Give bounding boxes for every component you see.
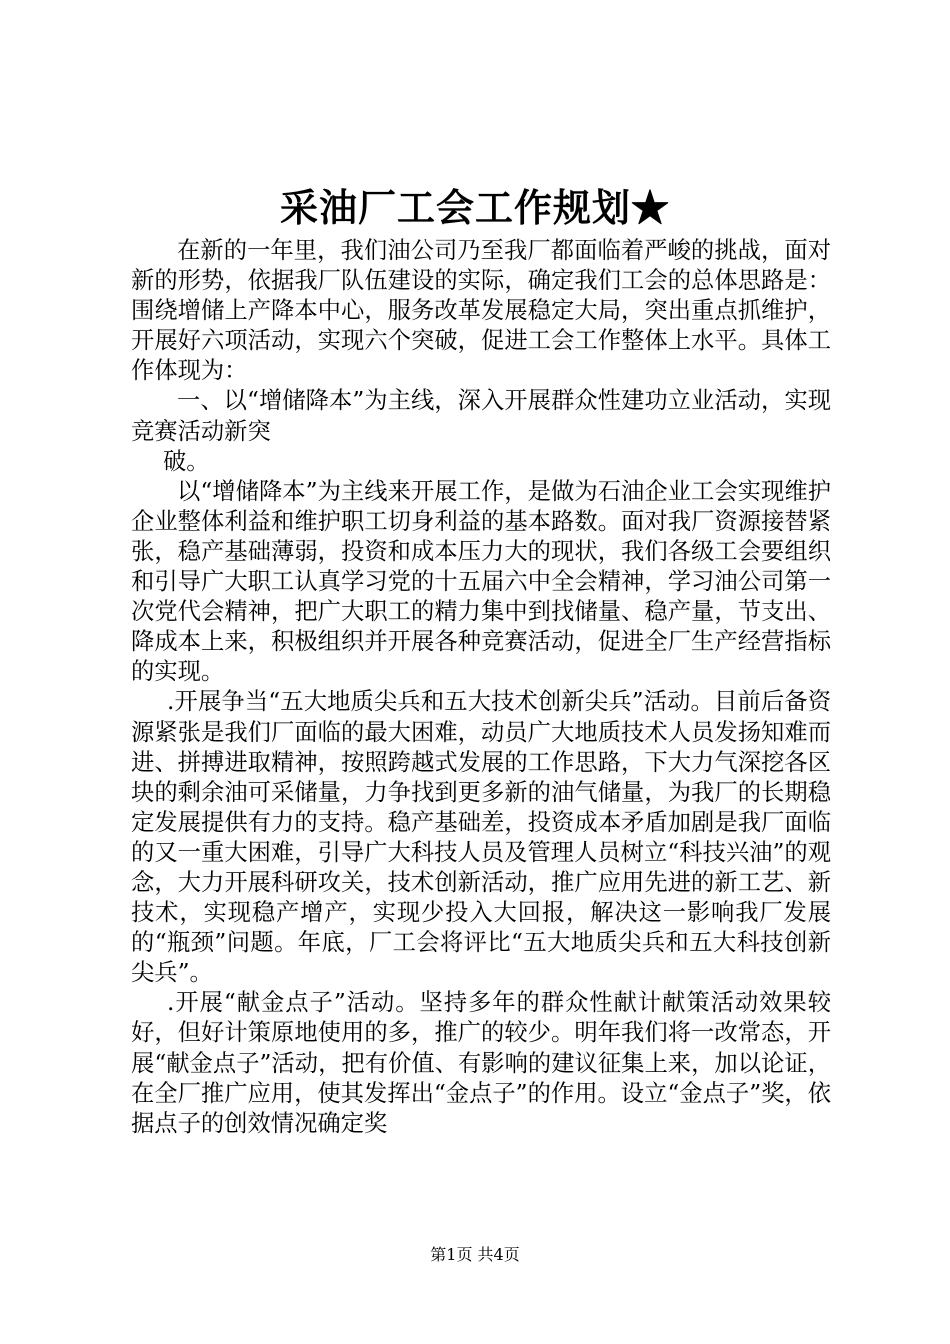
- paragraph-section-heading: 一、以“增储降本”为主线，深入开展群众性建功立业活动，实现竞赛活动新突: [131, 387, 831, 445]
- document-body: [131, 236, 831, 1139]
- paragraph-intro: 在新的一年里，我们油公司乃至我厂都面临着严峻的挑战，面对新的形势，依据我厂队伍建设的实际，确定我们工会的总体思路是：围绕增储上产降本中心，服务改革发展稳定大局，突出重点抓维护，开展好六项活动，实现六个突破，促进工会工作整体上水平。具体工作体现为：: [131, 237, 831, 385]
- document-title: 采油厂工会工作规划★: [279, 185, 670, 230]
- page-number-footer: 第1页 共4页: [430, 1245, 520, 1264]
- paragraph-main-line: 以“增储降本”为主线来开展工作，是做为石油企业工会实现维护企业整体利益和维护职工切身利益的基本路数。面对我厂资源接替紧张，稳产基础薄弱，投资和成本压力大的现状，我们各级工会要组织和引导广大职工认真学习党的十五届六中全会精神，学习油公司第一次党代会精神，把广大职工的精力集中到找储量、稳产量，节支出、降成本上来，积极组织并开展各种竞赛活动，促进全厂生产经营指标的实现。: [131, 477, 831, 686]
- paragraph-activity-pioneers: .开展争当“五大地质尖兵和五大技术创新尖兵”活动。目前后备资源紧张是我们厂面临的最大困难，动员广大地质技术人员发扬知难而进、拼搏进取精神，按照跨越式发展的工作思路，下大力气深挖各区块的剩余油可采储量，力争找到更多新的油气储量，为我厂的长期稳定发展提供有力的支持。稳产基础差，投资成本矛盾加剧是我厂面临的又一重大困难，引导广大科技人员及管理人员树立“科技兴油”的观念，大力开展科研攻关，技术创新活动，推广应用先进的新工艺、新技术，实现稳产增产，实现少投入大回报，解决这一影响我厂发展的“瓶颈”问题。年底，厂工会将评比“五大地质尖兵和五大科技创新尖兵”。: [131, 688, 831, 987]
- paragraph-section-heading-end: 破。: [163, 447, 210, 475]
- paragraph-activity-golden-ideas: .开展“献金点子”活动。坚持多年的群众性献计献策活动效果较好，但好计策原地使用的多，推广的较少。明年我们将一改常态，开展“献金点子”活动，把有价值、有影响的建议征集上来，加以论证，在全厂推广应用，使其发挥出“金点子”的作用。设立“金点子”奖，依据点子的创效情况确定奖: [131, 989, 831, 1137]
